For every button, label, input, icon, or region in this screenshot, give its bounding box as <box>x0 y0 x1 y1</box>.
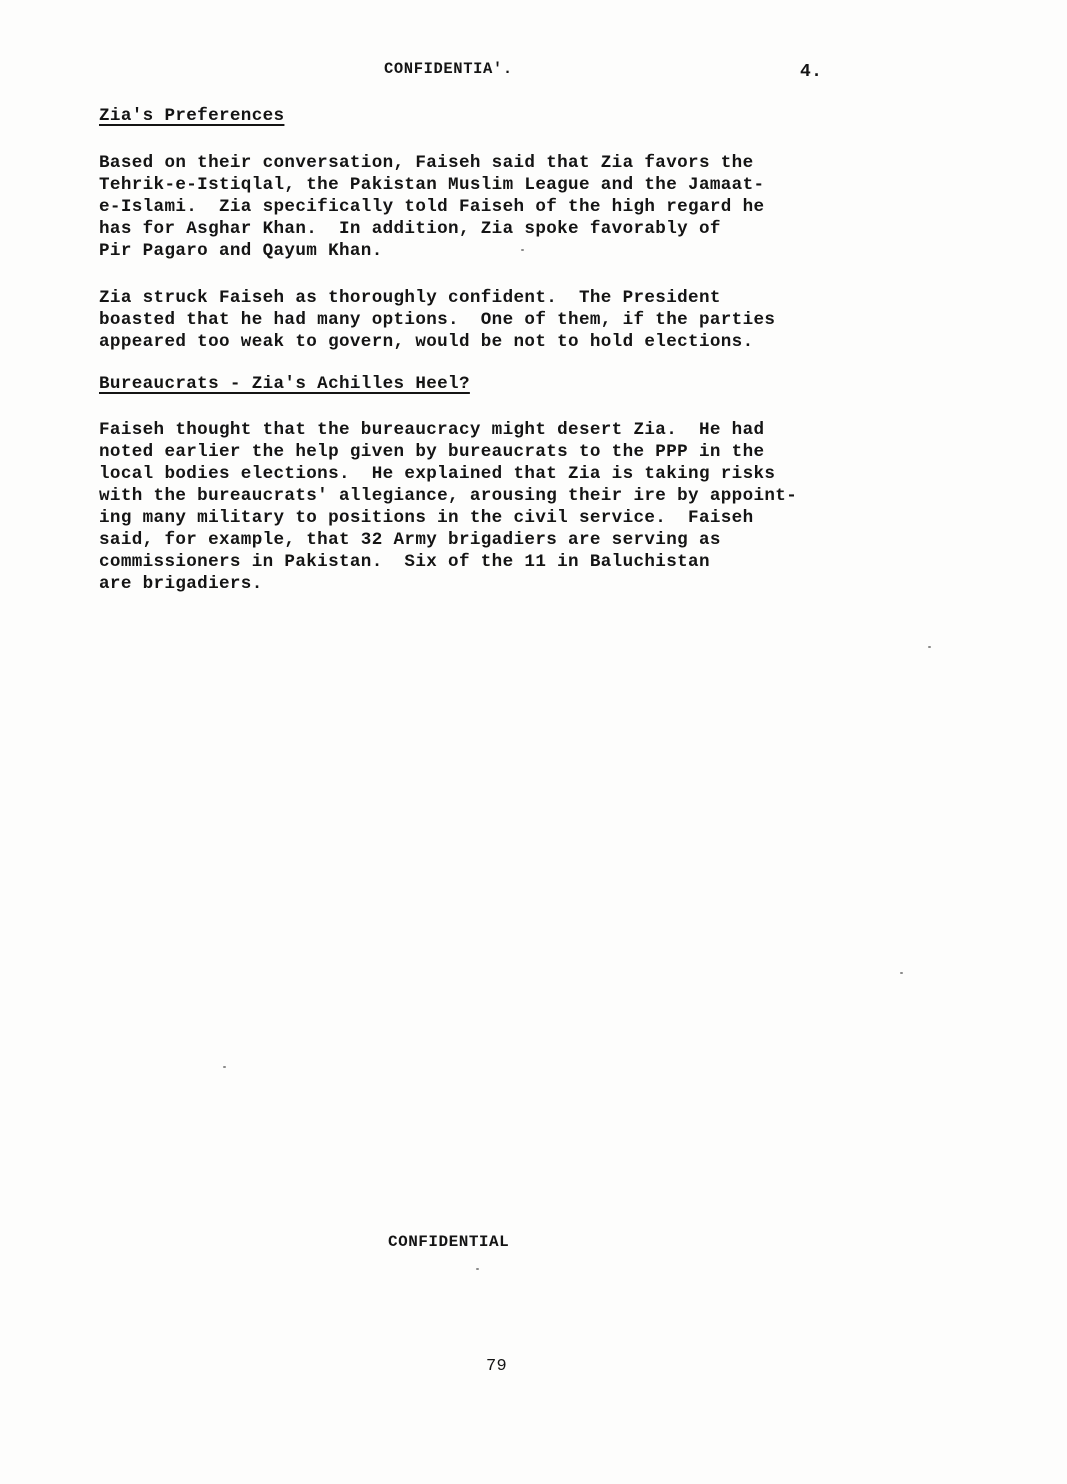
text-line: boasted that he had many options. One of them, if the parties <box>99 310 776 330</box>
text-line: commissioners in Pakistan. Six of the 11 in Baluchistan <box>99 552 710 572</box>
text-line: local bodies elections. He explained that Zia is taking risks <box>99 464 776 484</box>
section-heading-bureaucrats: Bureaucrats - Zia's Achilles Heel? <box>99 374 470 394</box>
text-line: Tehrik-e-Istiqlal, the Pakistan Muslim League and the Jamaat- <box>99 175 765 195</box>
page-number: 79 <box>486 1357 508 1376</box>
scan-speck <box>223 1066 226 1068</box>
scan-speck <box>900 972 903 974</box>
text-line: with the bureaucrats' allegiance, arousing their ire by appoint- <box>99 486 798 506</box>
text-line: Zia struck Faiseh as thoroughly confident. The President <box>99 288 721 308</box>
paragraph-zia-favors <box>99 152 764 262</box>
text-line: Based on their conversation, Faiseh said that Zia favors the <box>99 153 754 173</box>
scan-speck <box>928 646 931 648</box>
scan-speck <box>521 249 524 251</box>
text-line: appeared too weak to govern, would be not to hold elections. <box>99 332 754 352</box>
text-line: ing many military to positions in the civil service. Faiseh <box>99 508 754 528</box>
text-line: said, for example, that 32 Army brigadiers are serving as <box>99 530 721 550</box>
text-line: e-Islami. Zia specifically told Faiseh of the high regard he <box>99 197 765 217</box>
text-line: Pir Pagaro and Qayum Khan. <box>99 241 383 261</box>
text-line: are brigadiers. <box>99 574 263 594</box>
footer-classification: CONFIDENTIAL <box>388 1233 510 1251</box>
paragraph-zia-confident <box>99 287 775 353</box>
scan-speck <box>476 1268 479 1270</box>
header-classification: CONFIDENTIA'. <box>384 60 513 78</box>
paragraph-bureaucracy-desert <box>99 419 797 595</box>
text-line: has for Asghar Khan. In addition, Zia spoke favorably of <box>99 219 721 239</box>
text-line: Faiseh thought that the bureaucracy might desert Zia. He had <box>99 420 765 440</box>
section-heading-zias-preferences: Zia's Preferences <box>99 106 285 126</box>
page-marker: 4. <box>800 62 823 82</box>
text-line: noted earlier the help given by bureaucrats to the PPP in the <box>99 442 765 462</box>
